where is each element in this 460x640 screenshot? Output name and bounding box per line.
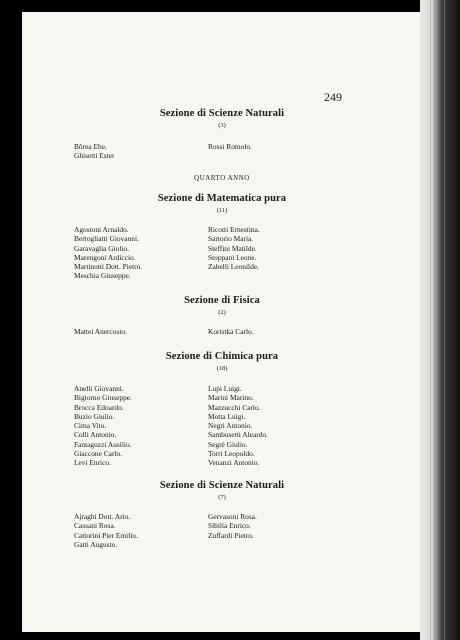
page-number: 249 (324, 90, 342, 104)
list-item: Giaccone Carlo. (74, 449, 123, 459)
name-column-left (74, 142, 114, 161)
list-item: Ajraghi Dott. Ario. (74, 512, 131, 521)
name-column-left (74, 327, 127, 336)
name-column-right (208, 512, 257, 540)
list-item: Sibilia Enrico. (208, 521, 251, 531)
list-item: Cattorini Pier Emilio. (74, 530, 138, 540)
list-item: Cima Vito. (74, 421, 107, 431)
book-page (22, 12, 422, 632)
list-item: Colli Antonio. (74, 430, 117, 440)
section-header (22, 108, 422, 129)
list-item: Mattei Anercosto. (74, 327, 127, 336)
list-item: Cassani Rosa. (74, 521, 116, 531)
year-label: QUARTO ANNO (194, 174, 250, 182)
list-item: Brocca Edoardo. (74, 402, 124, 412)
list-item: Rossi Romolo. (208, 142, 252, 151)
section-title: Sezione di Matematica pura (157, 193, 287, 204)
list-item: Marengoni Ardiccio. (74, 252, 136, 262)
name-column-left (74, 384, 132, 468)
year-heading (22, 174, 422, 182)
section-header (22, 193, 422, 214)
list-item: Stoppani Leone. (208, 252, 257, 262)
section-header (22, 480, 422, 501)
list-item: Ghisetti Ester (74, 151, 115, 161)
section-count: (7) (218, 494, 226, 501)
list-item: Bertogliatti Giovanni. (74, 234, 139, 244)
name-column-right (208, 327, 254, 336)
list-item: Bigiorno Giuseppe. (74, 393, 132, 403)
section-count: (3) (218, 122, 226, 129)
list-item: Mazzucchi Carlo. (208, 402, 261, 412)
list-item: Levi Enrico. (74, 458, 111, 468)
list-item: Koristka Carlo. (208, 327, 254, 336)
list-item: Gervasoni Rosa. (208, 512, 257, 521)
list-item: Sambusetti Aleardo. (208, 430, 268, 440)
list-item: Torri Leopoldo. (208, 449, 255, 459)
list-item: Motta Luigi. (208, 411, 246, 421)
section-count: (11) (216, 207, 228, 214)
section-header (22, 295, 422, 316)
list-item: Negri Antonio. (208, 421, 253, 431)
name-column-right (208, 142, 252, 151)
section-count: (18) (216, 365, 228, 372)
list-item: Sartorio Maria. (208, 234, 254, 244)
name-column-left (74, 512, 138, 549)
list-item: Gatti Augusto. (74, 539, 118, 549)
list-item: Meschia Giuseppe. (74, 271, 131, 281)
section-title: Sezione di Fisica (184, 295, 260, 306)
list-item: Buzio Giulio. (74, 411, 115, 421)
list-item: Lupi Luigi. (208, 384, 242, 393)
list-item: Marini Marino. (208, 393, 254, 403)
section-title: Sezione di Scienze Naturali (159, 108, 285, 119)
list-item: Fantaguzzi Ausilio. (74, 439, 132, 449)
name-column-left (74, 225, 142, 281)
section-header (22, 351, 422, 372)
list-item: Zuffardi Pietro. (208, 530, 254, 540)
name-column-right (208, 384, 268, 468)
list-item: Agostoni Arnaldo. (74, 225, 129, 234)
name-column-right (208, 225, 260, 271)
list-item: Steffini Matilde. (208, 243, 257, 253)
list-item: Anelli Giovanni. (74, 384, 124, 393)
section-count: (2) (218, 309, 226, 316)
section-title: Sezione di Chimica pura (165, 351, 279, 362)
list-item: Venanzi Antonio. (208, 458, 260, 468)
list-item: Ricotti Ernestina. (208, 225, 260, 234)
section-title: Sezione di Scienze Naturali (159, 480, 285, 491)
list-item: Garavaglia Giulio. (74, 243, 130, 253)
list-item: Segrè Giulio. (208, 439, 248, 449)
list-item: Zabelli Leonilde. (208, 262, 259, 272)
book-spine (420, 0, 460, 640)
list-item: Bôrea Ebe. (74, 142, 107, 151)
list-item: Martinotti Dott. Pietro. (74, 262, 143, 272)
